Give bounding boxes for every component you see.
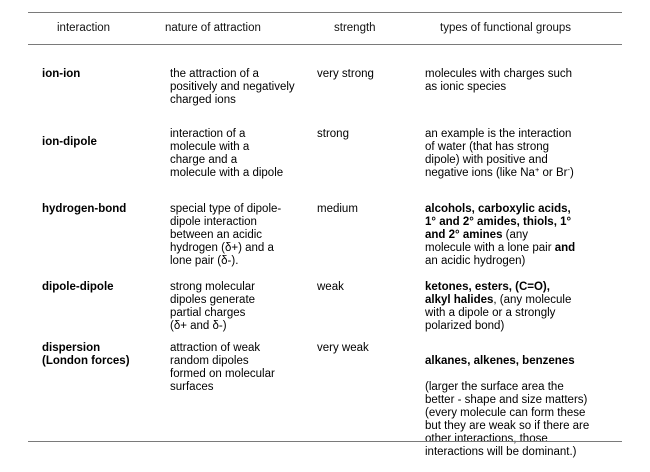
groups-line: [425, 203, 575, 216]
header-interaction: interaction: [57, 22, 111, 34]
groups-bold: and 2° amines: [425, 229, 503, 241]
nature-cell: the attraction of a positively and negatively charged ions: [170, 68, 295, 106]
groups-cell: [425, 128, 574, 180]
interaction-cell: ion-dipole: [42, 136, 97, 148]
groups-text: ): [569, 167, 574, 179]
header-nature-of-attraction: nature of attraction: [165, 22, 261, 34]
groups-line: polarized bond): [425, 320, 505, 332]
groups-text: (any: [502, 229, 529, 241]
groups-line: dipole) with positive and: [425, 154, 548, 166]
nature-cell: attraction of weak random dipoles formed on molecular surfaces: [170, 342, 275, 393]
groups-text: (larger the surface area the better - shape and size matters) (every molecule can form these but they are weak so if there are other interactions, those interactions will be dominant.): [425, 381, 590, 458]
groups-line: [425, 242, 575, 255]
groups-line: [425, 281, 571, 294]
nature-cell: strong molecular dipoles generate partial charges (δ+ and δ-): [170, 281, 256, 332]
groups-cell: [425, 281, 571, 333]
strength-cell: medium: [317, 203, 358, 215]
groups-bold: alkanes, alkenes, benzenes: [425, 355, 575, 367]
superscript-minus: -: [567, 165, 570, 174]
groups-line: [425, 229, 575, 242]
groups-cell: [425, 342, 589, 472]
interaction-cell: dipole-dipole: [42, 281, 114, 293]
groups-bold: alkyl halides: [425, 294, 494, 306]
groups-bold: ketones, esters, (C=O),: [425, 281, 550, 293]
strength-cell: weak: [317, 281, 344, 293]
groups-bold: and: [554, 242, 576, 254]
interaction-cell: dispersion (London forces): [42, 342, 130, 367]
groups-line: [425, 294, 571, 307]
groups-cell: molecules with charges such as ionic species: [425, 68, 573, 93]
groups-bold: 1° and 2° amides, thiols, 1°: [425, 216, 572, 228]
groups-cell: [425, 203, 575, 268]
table-header-rule: [28, 44, 622, 45]
groups-text: , (any molecule: [493, 294, 572, 306]
groups-text: molecule with a lone pair: [425, 242, 555, 254]
nature-cell: special type of dipole- dipole interaction between an acidic hydrogen (δ+) and a lone pair (δ-).: [170, 203, 282, 267]
groups-line: with a dipole or a strongly: [425, 307, 556, 319]
strength-cell: very strong: [317, 68, 374, 80]
groups-line: [425, 355, 589, 368]
groups-line: of water (that has strong: [425, 141, 550, 153]
header-functional-groups: types of functional groups: [440, 22, 572, 34]
groups-line: an acidic hydrogen): [425, 255, 526, 267]
header-strength: strength: [334, 22, 376, 34]
groups-bold: alcohols, carboxylic acids,: [425, 203, 571, 215]
groups-text: or Br: [539, 167, 568, 179]
superscript-plus: +: [534, 165, 540, 174]
interaction-cell: ion-ion: [42, 68, 81, 80]
strength-cell: very weak: [317, 342, 369, 354]
table-bottom-rule: [28, 441, 622, 442]
groups-line: an example is the interaction: [425, 128, 572, 140]
nature-cell: interaction of a molecule with a charge and a molecule with a dipole: [170, 128, 284, 179]
groups-line: [425, 167, 574, 180]
groups-line: [425, 216, 575, 229]
strength-cell: strong: [317, 128, 349, 140]
groups-text: negative ions (like Na: [425, 167, 535, 179]
table-top-rule: [28, 12, 622, 13]
interaction-cell: hydrogen-bond: [42, 203, 127, 215]
